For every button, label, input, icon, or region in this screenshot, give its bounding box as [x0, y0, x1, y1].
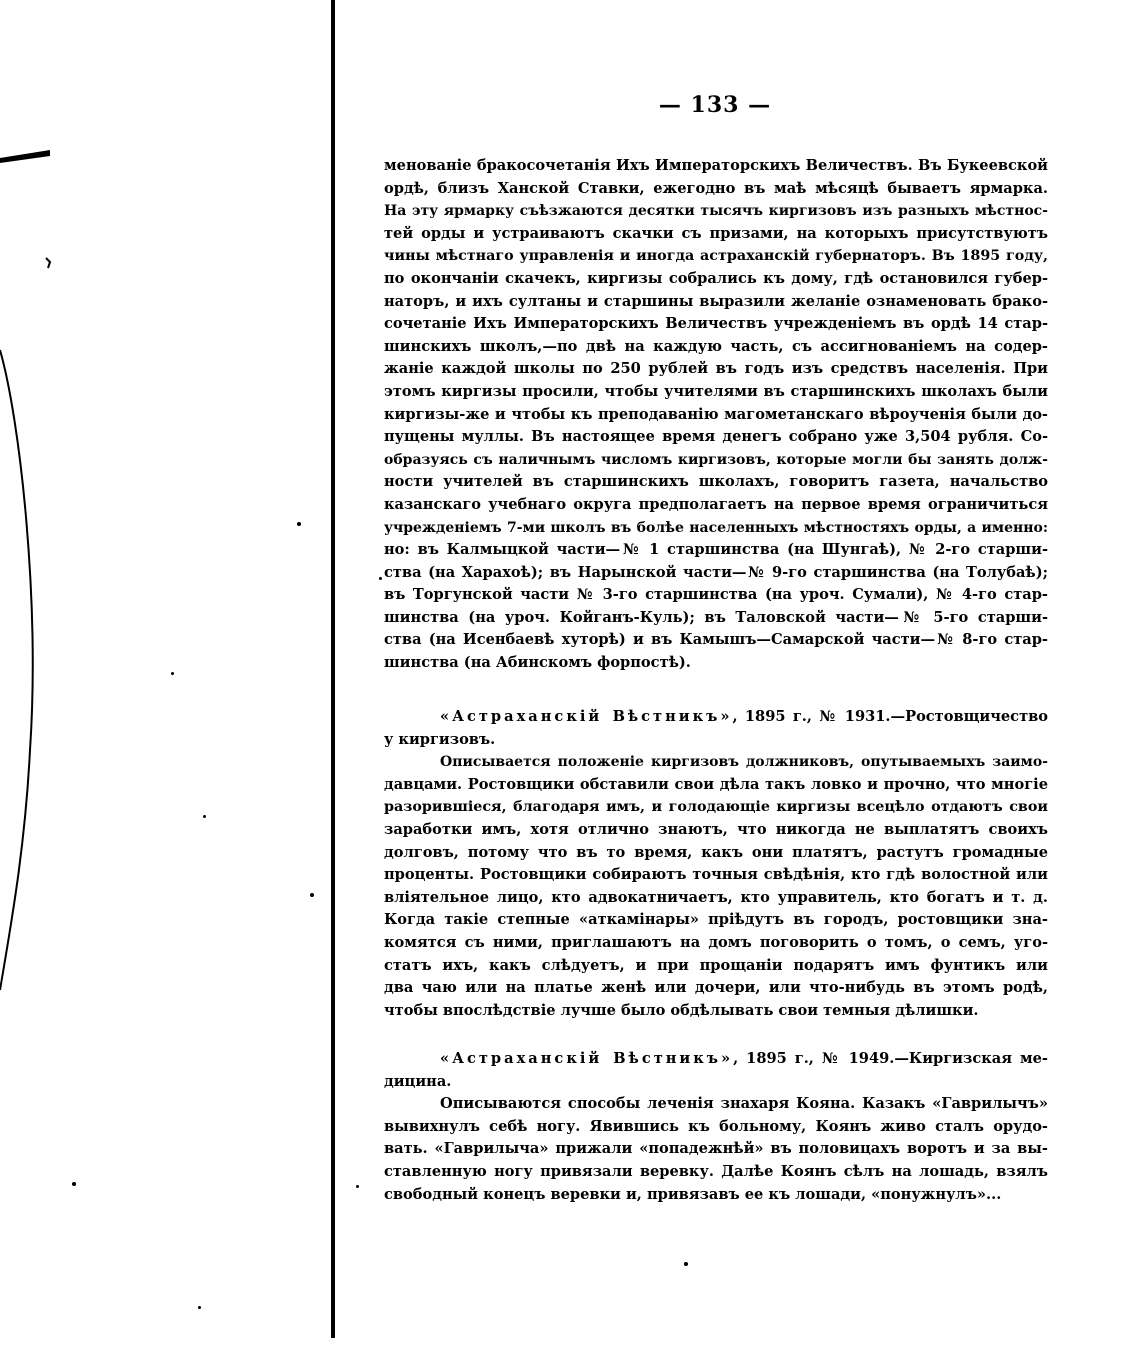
text-line: ности учителей въ старшинскихъ школахъ, говоритъ газета, начальство	[384, 473, 1048, 491]
text-line: менованіе бракосочетанія Ихъ Императорскихъ Величествъ. Въ Букеевской	[384, 157, 1048, 174]
text-line: два чаю или на платье женѣ или дочери, или что-нибудь въ этомъ родѣ,	[384, 979, 1048, 997]
text-line: вать. «Гаврилыча» прижали «попадежнѣй» въ половицахъ воротъ и за вы-	[384, 1140, 1048, 1158]
text-line: вывихнулъ себѣ ногу. Явившись къ больному, Коянъ живо сталъ орудо-	[384, 1117, 1048, 1135]
speck	[356, 1185, 359, 1188]
text-line: Когда такіе степные «аткамінары» пріѣдутъ въ городъ, ростовщики зна-	[384, 911, 1048, 929]
bibliography-entry-1949	[384, 1048, 1048, 1206]
text-line: Описывается положеніе киргизовъ должниковъ, опутываемыхъ заимо-	[440, 754, 1048, 771]
text-line: казанскаго учебнаго округа предполагаетъ на первое время ограничиться	[384, 495, 1048, 513]
text-line: проценты. Ростовщики собираютъ точныя свѣдѣнія, кто гдѣ волостной или	[384, 866, 1048, 884]
text-line: чины мѣстнаго управленія и иногда астраханскій губернаторъ. Въ 1895 году,	[384, 248, 1048, 265]
bibliography-entry-1931	[384, 706, 1048, 1022]
text-line: киргизы-же и чтобы къ преподаванію магометанскаго вѣроученія были до-	[384, 405, 1048, 423]
text-line: свободный конецъ веревки и, привязавъ ее къ лошади, «понужнулъ»...	[384, 1185, 1002, 1203]
text-line: разорившіеся, благодаря имъ, и голодающіе киргизы всецѣло отдаютъ свои	[384, 799, 1048, 816]
speck	[72, 1182, 76, 1186]
text-line: статъ ихъ, какъ слѣдуетъ, и при прощаніи подарятъ имъ фунтикъ или	[384, 956, 1048, 974]
text-line: этомъ киргизы просили, чтобы учителями въ старшинскихъ школахъ были	[384, 382, 1048, 400]
text-line: На эту ярмарку съѣзжаются десятки тысячъ киргизовъ изъ разныхъ мѣстнос-	[384, 203, 1048, 220]
entry-citation: , 1895 г., № 1949.—Киргизская ме-	[733, 1050, 1048, 1067]
text-line: но: въ Калмыцкой части—№ 1 старшинства (на Шунгаѣ), № 2-го старши-	[384, 541, 1048, 559]
paragraph-block-1	[384, 155, 1048, 675]
text-line: учрежденіемъ 7-ми школъ въ болѣе населенныхъ мѣстностяхъ орды, а именно:	[384, 519, 1048, 536]
text-line: тей орды и устраиваютъ скачки съ призами, на которыхъ присутствуютъ	[384, 224, 1048, 242]
text-line: Описываются способы леченія знахаря Кояна. Казакъ «Гаврилычъ»	[440, 1095, 1048, 1113]
page-number: — 133 —	[658, 92, 772, 118]
text-line: шинства (на уроч. Койганъ-Куль); въ Таловской части—№ 5-го старши-	[384, 608, 1048, 626]
curve-line	[0, 350, 33, 990]
text-line: въ Торгунской части № 3-го старшинства (на уроч. Сумали), № 4-го стар-	[384, 586, 1048, 604]
text-line: ставленную ногу привязали веревку. Далѣе Коянъ сѣлъ на лошадь, взялъ	[384, 1162, 1048, 1180]
speck	[379, 577, 382, 580]
speck	[203, 815, 206, 818]
text-line: шинства (на Абинскомъ форпостѣ).	[384, 654, 691, 672]
text-line: вліятельное лицо, кто адвокатничаетъ, кто управитель, кто богатъ и т. д.	[384, 888, 1048, 906]
text-line: давцами. Ростовщики обставили свои дѣла такъ ловко и прочно, что многіе	[384, 775, 1048, 793]
text-line: жаніе каждой школы по 250 рублей въ годъ изъ средствъ населенія. При	[384, 360, 1048, 378]
text-line: образуясь съ наличнымъ числомъ киргизовъ, которые могли бы занять долж-	[384, 451, 1048, 468]
speck	[297, 522, 301, 526]
speck	[171, 672, 174, 675]
entry-heading	[384, 706, 1048, 729]
pencil-tick	[46, 258, 50, 268]
text-line: сочетаніе Ихъ Императорскихъ Величествъ учрежденіемъ въ ордѣ 14 стар-	[384, 315, 1048, 333]
scan-margin-marks	[0, 0, 330, 1361]
ink-stroke	[0, 150, 50, 163]
text-line: ства (на Харахоѣ); въ Нарынской части—№ 9-го старшинства (на Толубаѣ);	[384, 563, 1048, 581]
text-line: наторъ, и ихъ султаны и старшины выразили желаніе ознаменовать брако-	[384, 292, 1048, 310]
text-line: долговъ, потому что въ то время, какъ они платятъ, растутъ громадные	[384, 843, 1048, 861]
text-line: ордѣ, близъ Ханской Ставки, ежегодно въ маѣ мѣсяцѣ бываетъ ярмарка.	[384, 179, 1048, 197]
source-title: «Астраханскій Вѣстникъ»	[440, 708, 733, 725]
entry-heading	[384, 1048, 1048, 1071]
entry-heading-cont: дицина.	[384, 1072, 452, 1090]
entry-heading-cont: у киргизовъ.	[384, 730, 496, 748]
text-line: заработки имъ, хотя отлично знаютъ, что никогда не выплатятъ своихъ	[384, 820, 1048, 838]
text-line: пущены муллы. Въ настоящее время денегъ собрано уже 3,504 рубля. Со-	[384, 428, 1048, 446]
speck	[310, 893, 314, 897]
text-line: чтобы впослѣдствіе лучше было обдѣлывать свои темныя дѣлишки.	[384, 1001, 979, 1019]
speck	[198, 1306, 201, 1309]
source-title: «Астраханскій Вѣстникъ»	[440, 1050, 734, 1067]
entry-citation: , 1895 г., № 1931.—Ростовщичество	[732, 708, 1048, 725]
text-line: ства (на Исенбаевѣ хуторѣ) и въ Камышъ—Самарской части—№ 8-го стар-	[384, 631, 1048, 649]
speck	[684, 1262, 688, 1266]
text-line: шинскихъ школъ,—по двѣ на каждую часть, съ ассигнованіемъ на содер-	[384, 337, 1048, 355]
gutter-line	[331, 0, 335, 1338]
text-line: комятся съ ними, приглашаютъ на домъ поговорить о томъ, о семъ, уго-	[384, 933, 1048, 951]
text-line: по окончаніи скачекъ, киргизы собрались къ дому, гдѣ остановился губер-	[384, 269, 1048, 287]
